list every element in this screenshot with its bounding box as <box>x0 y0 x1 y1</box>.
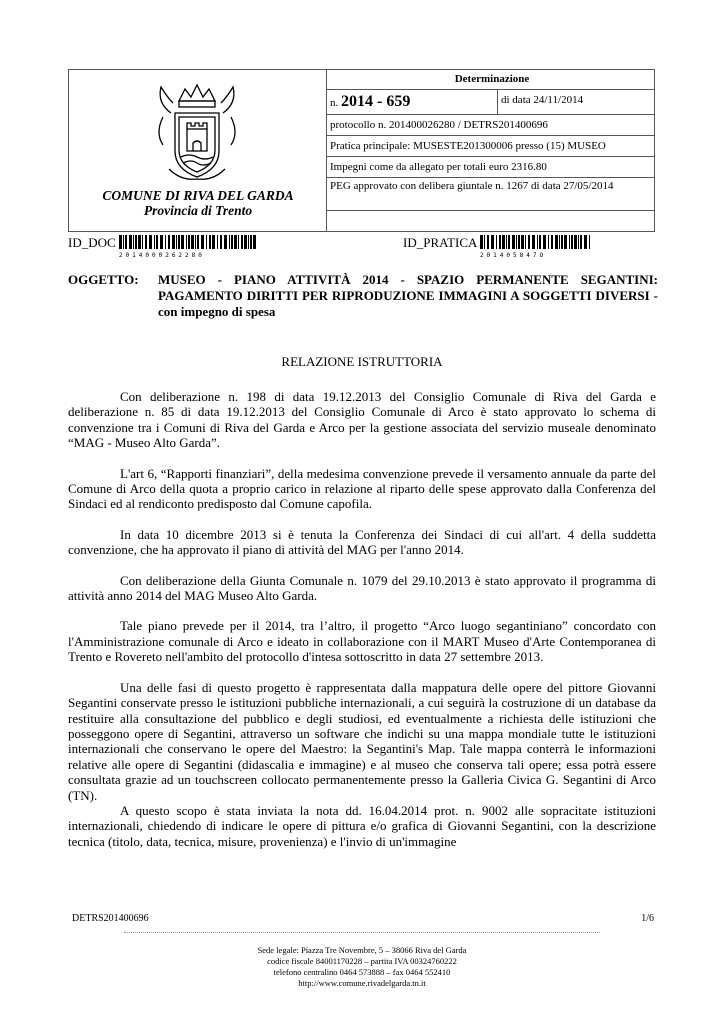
oggetto-text: MUSEO - PIANO ATTIVITÀ 2014 - SPAZIO PERMANENTE SEGANTINI: PAGAMENTO DIRITTI PER RIPRODUZIONE IMMAGINI A SOGGETTI DIVERSI - con impegno di spesa <box>158 272 658 319</box>
determinazione-number: 2014 - 659 <box>341 93 411 110</box>
paragraph: Tale piano prevede per il 2014, tra l’altro, il progetto “Arco luogo segantiniano” concordato con l'Amministrazione comunale di Arco e ideato in collaborazione con il MART Museo d'Arte Contemporanea di Trento e Rovereto nell'ambito del protocollo d'intesa sottoscritto in data 27 settembre 2013. <box>68 618 656 665</box>
oggetto-block <box>68 272 658 320</box>
footer-divider <box>124 932 600 933</box>
determinazione-title: Determinazione <box>327 70 654 90</box>
relazione-title: RELAZIONE ISTRUTTORIA <box>281 354 443 369</box>
id-doc-label: ID_DOC <box>68 235 116 250</box>
id-doc-line <box>68 235 259 259</box>
determinazione-date: di data 24/11/2014 <box>497 90 583 114</box>
determinazione-number-row <box>327 90 654 115</box>
footer-line: Sede legale: Piazza Tre Novembre, 5 – 38066 Riva del Garda <box>257 945 467 955</box>
paragraph: Una delle fasi di questo progetto è rappresentata dalla mappatura delle opere del pittore Giovanni Segantini conservate presso le istituzioni pubbliche internazionali, a cui seguirà la costruzione di un database da restituire alla consultazione del pubblico e degli studiosi, ed eventualmente a richiesta delle istituzioni che posseggono opere di Segantini, attraverso un software che indichi su una mappa mondiale tutte le istituzioni internazionali che conservano le opere del Maestro: la Segantini's Map. Tale mappa conterrà le informazioni relative alle opere di Segantini (didascalia e immagine) e al museo che conserva tali opere; essa potrà essere consultata grazie ad un touchscreen collocato permanentemente presso la Galleria Civica G. Segantini di Arco (TN). <box>68 679 656 803</box>
page-number: 1/6 <box>641 913 654 924</box>
id-doc-barcode <box>119 235 259 259</box>
barcode-icon <box>480 235 592 249</box>
header-box <box>68 69 655 232</box>
impegni: Impegni come da allegato per totali euro 2316.80 <box>327 157 654 178</box>
number-prefix: n. <box>330 97 339 109</box>
footer-line: http://www.comune.rivadelgarda.tn.it <box>298 978 426 988</box>
footer-line: telefono centralino 0464 573888 – fax 0464 552410 <box>273 967 451 977</box>
id-pratica-label: ID_PRATICA <box>403 235 477 250</box>
id-pratica-digits: 201405847О <box>479 252 547 259</box>
peg: PEG approvato con delibera giuntale n. 1267 di data 27/05/2014 <box>327 178 654 211</box>
header-left <box>69 70 327 231</box>
footer-address <box>0 945 724 989</box>
paragraph: L'art 6, “Rapporti finanziari”, della medesima convenzione prevede il versamento annuale da parte del Comune di Arco della quota a proprio carico in relazione al riparto delle spese approvato dalla Conferenza del Sindaci ed al rendiconto predisposto dal Comune capofila. <box>68 465 656 512</box>
footer-doc-id: DETRS201400696 <box>72 913 149 924</box>
protocollo: protocollo n. 201400026280 / DETRS201400696 <box>327 115 654 136</box>
paragraph: Con deliberazione della Giunta Comunale n. 1079 del 29.10.2013 è stato approvato il programma di attività anno 2014 del MAG Museo Alto Garda. <box>68 572 656 604</box>
paragraph: A questo scopo è stata inviata la nota dd. 16.04.2014 prot. n. 9002 alle sopracitate istituzioni internazionali, chiedendo di indicare le opere di pittura e/o grafica di Giovanni Segantini, con la descrizione tecnica (titolo, data, tecnica, misure, provenienza) e l'invio di un'immagine <box>68 802 656 849</box>
id-pratica-line <box>403 235 592 259</box>
header-right <box>327 70 654 231</box>
comune-name: COMUNE DI RIVA DEL GARDA <box>102 188 294 203</box>
provincia-name: Provincia di Trento <box>143 203 253 218</box>
id-pratica-barcode <box>480 235 592 259</box>
paragraph: In data 10 dicembre 2013 si è tenuta la Conferenza dei Sindaci di cui all'art. 4 della suddetta convenzione, che ha approvato il piano di attività del MAG per l'anno 2014. <box>68 526 656 558</box>
coat-of-arms-icon <box>151 73 243 185</box>
pratica-principale: Pratica principale: MUSESTE201300006 presso (15) MUSEO <box>327 136 654 157</box>
barcode-icon <box>119 235 259 249</box>
document-body <box>68 389 656 849</box>
paragraph: Con deliberazione n. 198 di data 19.12.2013 del Consiglio Comunale di Riva del Garda e deliberazione n. 85 di data 19.12.2013 del Consiglio Comunale di Arco è stato approvato lo schema di convenzione tra i Comuni di Riva del Garda e Arco per la gestione associata del servizio museale denominato “MAG - Museo Alto Garda”. <box>68 389 656 451</box>
oggetto-label: OGGETTO: <box>68 272 139 287</box>
footer-line: codice fiscale 84001170228 – partita IVA 00324760222 <box>267 956 457 966</box>
id-doc-digits: 2014000262280 <box>118 252 205 259</box>
